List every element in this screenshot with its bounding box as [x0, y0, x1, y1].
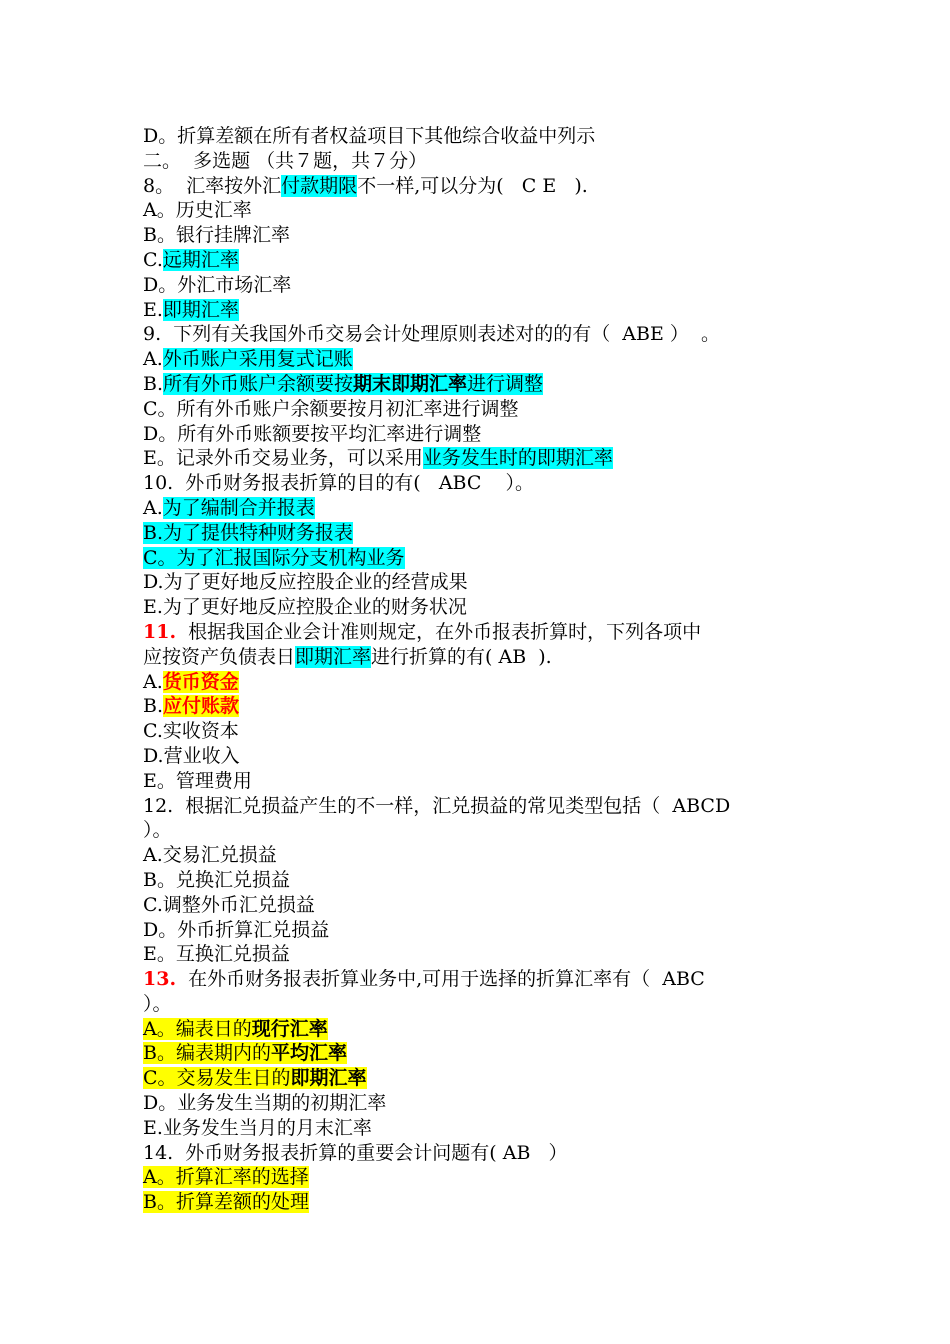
question-12-continued	[143, 818, 823, 843]
option-line	[143, 298, 823, 323]
option-line	[143, 397, 823, 422]
highlighted-text: 折算汇率的选择	[175, 1166, 309, 1189]
line-text: 进行折算的有( AB ).	[371, 645, 552, 668]
highlighted-text: A。编表日的	[143, 1017, 252, 1040]
line-text: A.	[143, 670, 163, 693]
option-line	[143, 868, 823, 893]
line-text: 12. 根据汇兑损益产生的不一样，汇兑损益的常见类型包括（ ABCD	[143, 794, 731, 817]
line-text: B.	[143, 695, 164, 718]
question-10	[143, 471, 823, 496]
option-line	[143, 719, 823, 744]
option-line	[143, 1091, 823, 1116]
line-text: 不一样,可以分为( C E ).	[357, 174, 588, 197]
line-text: 在外币财务报表折算业务中,可用于选择的折算汇率有（ ABC	[176, 968, 705, 991]
line-text: E。管理费用	[143, 769, 252, 792]
highlighted-text: C。交易发生日的	[143, 1067, 291, 1090]
highlighted-text: B。	[143, 1191, 176, 1214]
line-text: C.实收资本	[143, 720, 239, 743]
highlighted-bold-text: 即期汇率	[290, 1067, 367, 1090]
line-text: 应按资产负债表日	[143, 645, 296, 668]
highlighted-bold-text: 期末即期汇率	[353, 372, 468, 395]
line-text: B。兑换汇兑损益	[143, 868, 290, 891]
highlighted-text: A。	[143, 1166, 176, 1189]
option-line	[143, 198, 823, 223]
line-text: C.	[143, 248, 163, 271]
highlighted-text: 即期汇率	[162, 298, 239, 321]
highlighted-bold-text: 现行汇率	[251, 1017, 328, 1040]
option-line	[143, 1190, 823, 1215]
line-text: D.为了更好地反应控股企业的经营成果	[143, 571, 468, 594]
option-line	[143, 670, 823, 695]
option-line	[143, 942, 823, 967]
highlighted-text: B.为了提供特种财务报表	[143, 521, 354, 544]
line-text: E.为了更好地反应控股企业的财务状况	[143, 596, 467, 619]
highlighted-text: 付款期限	[281, 174, 358, 197]
question-number-red: 11.	[143, 620, 177, 643]
highlighted-text: 折算差额的处理	[175, 1191, 309, 1214]
line-text: E.业务发生当月的月末汇率	[143, 1116, 372, 1139]
question-8	[143, 174, 823, 199]
line-text: E.	[143, 298, 163, 321]
question-13-continued	[143, 992, 823, 1017]
question-13	[143, 967, 823, 992]
highlighted-text: 所有外币账户余额要按	[163, 372, 354, 395]
option-line	[143, 422, 823, 447]
option-line	[143, 893, 823, 918]
option-line	[143, 843, 823, 868]
line-text: C.调整外币汇兑损益	[143, 893, 315, 916]
option-line	[143, 372, 823, 397]
line-text: A.	[143, 348, 163, 371]
option-line	[143, 744, 823, 769]
option-line	[143, 1165, 823, 1190]
line-text: D。外汇市场汇率	[143, 273, 292, 296]
line-text: 10. 外币财务报表折算的目的有( ABC ）。	[143, 472, 535, 495]
option-line	[143, 769, 823, 794]
line-text: E。互换汇兑损益	[143, 943, 290, 966]
line-text: D.营业收入	[143, 744, 240, 767]
text-line	[143, 124, 823, 149]
line-text: A.交易汇兑损益	[143, 844, 277, 867]
line-text: 根据我国企业会计准则规定，在外币报表折算时，下列各项中	[176, 620, 702, 643]
line-text: 8。 汇率按外汇	[143, 174, 282, 197]
option-line	[143, 1041, 823, 1066]
line-text: E。记录外币交易业务，可以采用	[143, 447, 423, 470]
option-line	[143, 546, 823, 571]
line-text: 9. 下列有关我国外币交易会计处理原则表述对的的有（ ABE ） 。	[143, 323, 720, 346]
option-line	[143, 1066, 823, 1091]
line-text: B.	[143, 372, 164, 395]
line-text: B。银行挂牌汇率	[143, 224, 290, 247]
highlighted-text: 业务发生时的即期汇率	[422, 447, 613, 470]
highlighted-text: B。编表期内的	[143, 1042, 271, 1065]
highlighted-red-text: 应付账款	[163, 695, 240, 718]
line-text: A.	[143, 496, 163, 519]
option-line	[143, 248, 823, 273]
question-9	[143, 322, 823, 347]
option-line	[143, 446, 823, 471]
question-11-continued	[143, 645, 823, 670]
highlighted-text: 进行调整	[467, 372, 544, 395]
option-line	[143, 595, 823, 620]
highlighted-text: 外币账户采用复式记账	[162, 348, 353, 371]
highlighted-text: 为了编制合并报表	[162, 496, 315, 519]
option-line	[143, 521, 823, 546]
question-12	[143, 794, 823, 819]
option-line	[143, 1116, 823, 1141]
highlighted-text: 即期汇率	[295, 645, 372, 668]
highlighted-bold-text: 平均汇率	[270, 1042, 347, 1065]
line-text: 14. 外币财务报表折算的重要会计问题有( AB ）	[143, 1141, 568, 1164]
highlighted-red-text: 货币资金	[162, 670, 239, 693]
line-text: D。业务发生当期的初期汇率	[143, 1092, 387, 1115]
line-text: D。折算差额在所有者权益项目下其他综合收益中列示	[143, 125, 596, 147]
line-text: ）。	[143, 992, 172, 1015]
question-text-block	[143, 124, 823, 1215]
option-line	[143, 273, 823, 298]
line-text: 二。 多选题 （共７题，共７分）	[143, 149, 428, 172]
line-text: D。外币折算汇兑损益	[143, 918, 330, 941]
option-line	[143, 570, 823, 595]
question-number-red: 13.	[143, 968, 177, 991]
highlighted-text: C。为了汇报国际分支机构业务	[143, 546, 405, 569]
question-14	[143, 1141, 823, 1166]
option-line	[143, 918, 823, 943]
option-line	[143, 694, 823, 719]
option-line	[143, 1017, 823, 1042]
line-text: D。所有外币账额要按平均汇率进行调整	[143, 422, 482, 445]
line-text: ）。	[143, 819, 172, 842]
highlighted-text: 远期汇率	[162, 248, 239, 271]
question-11	[143, 620, 823, 645]
line-text: C。所有外币账户余额要按月初汇率进行调整	[143, 397, 519, 420]
option-line	[143, 347, 823, 372]
option-line	[143, 223, 823, 248]
option-line	[143, 496, 823, 521]
section-heading	[143, 149, 823, 174]
line-text: A。历史汇率	[143, 199, 252, 222]
